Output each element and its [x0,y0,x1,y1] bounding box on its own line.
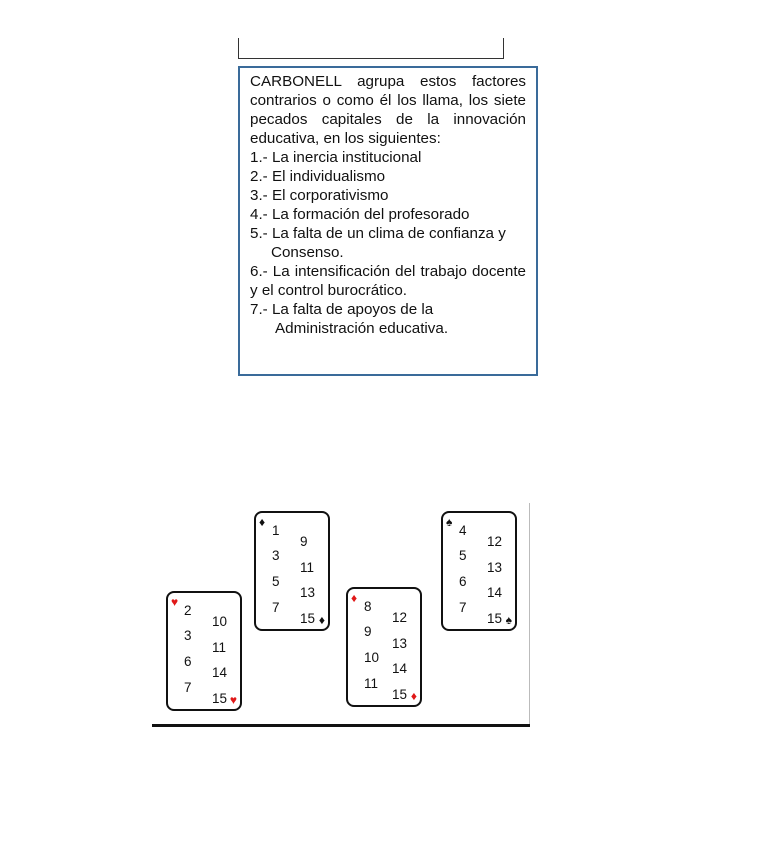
card-number: 13 [300,585,316,600]
card-number: 7 [459,600,467,615]
list-item-continuation: Consenso. [271,244,344,261]
text-panel [238,66,538,376]
heart-icon: ♥ [171,595,179,609]
card-number: 8 [364,599,372,614]
card-number: 2 [184,603,192,618]
card-number: 11 [300,560,315,575]
card-number: 12 [487,534,503,549]
card-number: 14 [392,661,408,676]
list-item: 5.- La falta de un clima de confianza y [250,225,506,242]
cards-area [152,503,530,727]
card-number: 6 [184,654,192,669]
card-number: 6 [459,574,467,589]
top-frame-partial [238,38,504,59]
card-number: 15 [487,611,503,626]
spade-icon: ♠ [505,613,512,627]
card-number: 15 [392,687,408,702]
card-number: 14 [212,665,228,680]
card-number: 1 [272,523,280,538]
list-item-continuation: Administración educativa. [275,320,449,337]
hearts-card [166,591,242,711]
list-item: 1.- La inercia institucional [250,149,422,166]
diamonds-red-card [346,587,422,707]
heart-icon: ♥ [229,693,237,707]
card-number: 4 [459,523,467,538]
card-number: 12 [392,610,408,625]
spades-card [441,511,517,631]
list-item: 4.- La formación del profesorado [250,206,470,223]
card-number: 5 [272,574,280,589]
card-number: 7 [184,680,192,695]
card-number: 11 [212,640,227,655]
diamond-icon: ♦ [259,515,266,529]
card-number: 3 [272,548,280,563]
card-number: 13 [392,636,408,651]
diamond-icon: ♦ [351,591,358,605]
card-number: 15 [300,611,316,626]
card-number: 11 [364,676,379,691]
card-number: 15 [212,691,228,706]
diamonds-black-card [254,511,330,631]
card-number: 3 [184,628,192,643]
list-item: 6.- La intensificación del trabajo docente y el control burocrático. [250,263,526,299]
card-number: 5 [459,548,467,563]
diamond-icon: ♦ [410,689,417,703]
panel-intro: CARBONELL agrupa estos factores contrarios o como él los llama, los siete pecados capitales de la innovación educativa, en los siguientes: [250,73,526,147]
card-number: 9 [364,624,372,639]
card-number: 9 [300,534,308,549]
list-item: 2.- El individualismo [250,168,386,185]
card-number: 10 [212,614,228,629]
card-number: 13 [487,560,503,575]
spade-icon: ♠ [446,515,453,529]
area-right-edge [529,503,530,725]
card-number: 7 [272,600,280,615]
diamond-icon: ♦ [318,613,325,627]
table-baseline [152,724,530,727]
list-item: 3.- El corporativismo [250,187,389,204]
card-number: 10 [364,650,380,665]
list-item: 7.- La falta de apoyos de la [250,301,434,318]
card-number: 14 [487,585,503,600]
